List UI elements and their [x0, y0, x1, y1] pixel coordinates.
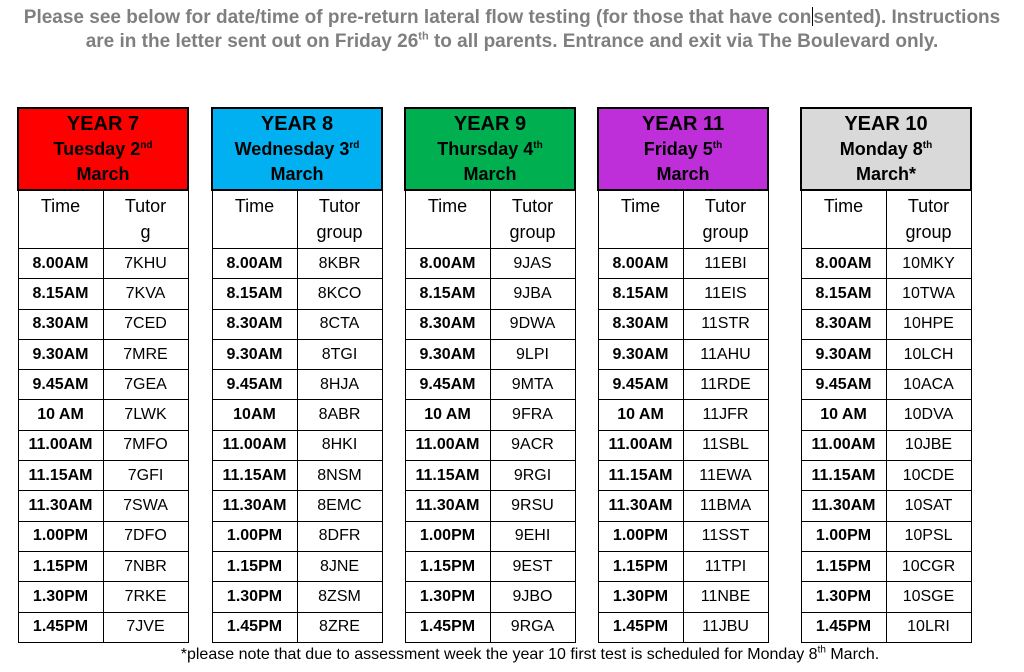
table-row [212, 279, 382, 309]
time-cell: 1.15PM [598, 551, 683, 581]
table-row [598, 279, 768, 309]
footnote-part-a: *please note that due to assessment week the year 10 first test is scheduled for Monday 8 [180, 646, 818, 663]
table-row [801, 612, 971, 642]
time-column-header: Time [598, 190, 683, 249]
tutor-group-cell: 9DWA [490, 309, 575, 339]
tutor-group-cell: 11SBL [683, 430, 768, 460]
year-table [597, 107, 769, 643]
table-row [405, 582, 575, 612]
tutor-group-cell: 7CED [103, 309, 188, 339]
time-cell: 1.15PM [405, 551, 490, 581]
time-cell: 9.30AM [18, 339, 103, 369]
time-cell: 11.15AM [801, 461, 886, 491]
tutor-group-cell: 7LWK [103, 400, 188, 430]
table-row [212, 521, 382, 551]
footnote [60, 646, 1000, 664]
time-cell: 9.45AM [212, 370, 297, 400]
table-row [801, 339, 971, 369]
table-row [405, 461, 575, 491]
tutor-group-cell: 11RDE [683, 370, 768, 400]
tutor-column-header [297, 190, 382, 249]
tutor-group-cell: 8TGI [297, 339, 382, 369]
tutor-label-line2: g [140, 222, 151, 242]
tutor-group-cell: 8HJA [297, 370, 382, 400]
footnote-superscript: th [817, 644, 826, 656]
tutor-group-cell: 10ACA [886, 370, 971, 400]
time-cell: 11.30AM [405, 491, 490, 521]
tutor-group-cell: 9EST [490, 551, 575, 581]
table-row [405, 309, 575, 339]
tutor-group-cell: 10DVA [886, 400, 971, 430]
table-row [598, 339, 768, 369]
tutor-group-cell: 10PSL [886, 521, 971, 551]
tutor-group-cell: 7KHU [103, 249, 188, 279]
table-row [598, 461, 768, 491]
table-row [801, 491, 971, 521]
table-row [405, 249, 575, 279]
tutor-group-cell: 9JAS [490, 249, 575, 279]
time-cell: 1.45PM [801, 612, 886, 642]
tutor-group-cell: 10MKY [886, 249, 971, 279]
time-cell: 8.15AM [598, 279, 683, 309]
table-row [801, 551, 971, 581]
tutor-group-cell: 7SWA [103, 491, 188, 521]
tutor-label-line2: group [905, 222, 952, 242]
tutor-group-cell: 9MTA [490, 370, 575, 400]
table-row [801, 430, 971, 460]
table-row [801, 461, 971, 491]
intro-superscript: th [418, 30, 429, 43]
year-table [404, 107, 576, 643]
tutor-group-cell: 7MRE [103, 339, 188, 369]
tutor-column-header [683, 190, 768, 249]
time-cell: 11.30AM [801, 491, 886, 521]
time-cell: 1.30PM [598, 582, 683, 612]
tutor-group-cell: 10JBE [886, 430, 971, 460]
tutor-group-cell: 11STR [683, 309, 768, 339]
time-cell: 8.15AM [18, 279, 103, 309]
tutor-group-cell: 8NSM [297, 461, 382, 491]
intro-text-part-c: to all parents. Entrance and exit via The Boulevard only. [428, 31, 939, 52]
time-cell: 8.00AM [598, 249, 683, 279]
year-table [800, 107, 972, 643]
table-row [598, 521, 768, 551]
table-row [18, 612, 188, 642]
time-cell: 1.00PM [18, 521, 103, 551]
year-day-superscript: rd [349, 139, 360, 151]
time-cell: 9.45AM [598, 370, 683, 400]
time-cell: 1.45PM [212, 612, 297, 642]
table-row [801, 370, 971, 400]
time-cell: 8.00AM [405, 249, 490, 279]
time-cell: 11.00AM [405, 430, 490, 460]
year-title: YEAR 8 [260, 112, 334, 135]
tutor-group-cell: 8ABR [297, 400, 382, 430]
time-cell: 11.00AM [18, 430, 103, 460]
time-cell: 1.30PM [801, 582, 886, 612]
time-cell: 9.45AM [801, 370, 886, 400]
tutor-group-cell: 9RGA [490, 612, 575, 642]
time-cell: 1.00PM [212, 521, 297, 551]
tutor-group-cell: 7JVE [103, 612, 188, 642]
tutor-group-cell: 8EMC [297, 491, 382, 521]
tutor-group-cell: 8KCO [297, 279, 382, 309]
table-row [18, 491, 188, 521]
tutor-group-cell: 11NBE [683, 582, 768, 612]
tutor-group-cell: 7KVA [103, 279, 188, 309]
table-row [212, 370, 382, 400]
time-cell: 1.30PM [212, 582, 297, 612]
table-row [405, 370, 575, 400]
tutor-group-cell: 11EBI [683, 249, 768, 279]
table-row [598, 370, 768, 400]
time-cell: 1.15PM [212, 551, 297, 581]
time-cell: 8.15AM [801, 279, 886, 309]
year-month: March [76, 163, 130, 184]
year-day-text: Tuesday 2 [53, 138, 141, 159]
tutor-group-cell: 9FRA [490, 400, 575, 430]
year-day-text: Thursday 4 [437, 138, 534, 159]
tutor-group-cell: 9JBA [490, 279, 575, 309]
table-row [212, 491, 382, 521]
tutor-group-cell: 10HPE [886, 309, 971, 339]
table-row [598, 551, 768, 581]
time-column-header: Time [18, 190, 103, 249]
table-row [598, 612, 768, 642]
time-cell: 11.30AM [212, 491, 297, 521]
time-cell: 9.30AM [598, 339, 683, 369]
tutor-group-cell: 10SGE [886, 582, 971, 612]
time-cell: 1.45PM [405, 612, 490, 642]
tutor-group-cell: 10SAT [886, 491, 971, 521]
tutor-group-cell: 11SST [683, 521, 768, 551]
tutor-column-header [886, 190, 971, 249]
year-month: March [270, 163, 324, 184]
time-cell: 11.30AM [18, 491, 103, 521]
year-day-superscript: th [712, 139, 723, 151]
tutor-group-cell: 8JNE [297, 551, 382, 581]
tutor-group-cell: 8DFR [297, 521, 382, 551]
time-cell: 11.15AM [212, 461, 297, 491]
time-cell: 10 AM [18, 400, 103, 430]
table-row [212, 249, 382, 279]
tutor-group-cell: 9EHI [490, 521, 575, 551]
year-title: YEAR 10 [844, 112, 928, 135]
table-row [18, 339, 188, 369]
table-row [405, 521, 575, 551]
tutor-group-cell: 11JFR [683, 400, 768, 430]
tutor-group-cell: 8ZRE [297, 612, 382, 642]
table-row [212, 461, 382, 491]
year-header [212, 108, 382, 190]
table-row [18, 430, 188, 460]
tutor-group-cell: 9LPI [490, 339, 575, 369]
table-row [405, 339, 575, 369]
year-title: YEAR 7 [66, 112, 140, 135]
tutor-label-line1: Tutor [704, 196, 747, 216]
tutor-group-cell: 8KBR [297, 249, 382, 279]
tutor-group-cell: 9JBO [490, 582, 575, 612]
intro-text-part-a: Please see below for date/time of pre-return lateral flow testing (for those that have con [23, 7, 812, 28]
table-row [212, 309, 382, 339]
year-day [406, 137, 574, 162]
tutor-label-line1: Tutor [124, 196, 167, 216]
tutor-group-cell: 10LCH [886, 339, 971, 369]
time-cell: 10 AM [598, 400, 683, 430]
time-cell: 1.15PM [18, 551, 103, 581]
time-cell: 8.30AM [18, 309, 103, 339]
tutor-group-cell: 9ACR [490, 430, 575, 460]
tutor-column-header [490, 190, 575, 249]
year-day [19, 137, 187, 162]
year-day-superscript: th [533, 139, 543, 151]
tutor-group-cell: 7NBR [103, 551, 188, 581]
time-column-header: Time [212, 190, 297, 249]
tutor-group-cell: 8HKI [297, 430, 382, 460]
table-row [801, 309, 971, 339]
tutor-label-line2: group [509, 222, 556, 242]
table-row [405, 279, 575, 309]
year-day [802, 137, 970, 162]
table-row [18, 551, 188, 581]
table-row [405, 551, 575, 581]
time-cell: 8.00AM [212, 249, 297, 279]
time-column-header: Time [405, 190, 490, 249]
time-column-header: Time [801, 190, 886, 249]
year-month: March* [855, 163, 917, 184]
year-day-superscript: th [922, 139, 933, 151]
year-day-text: Wednesday 3 [234, 138, 350, 159]
tutor-column-header [103, 190, 188, 249]
year-day [599, 137, 767, 162]
time-cell: 8.15AM [405, 279, 490, 309]
year-month: March [463, 163, 517, 184]
table-row [801, 249, 971, 279]
year-day-superscript: nd [140, 139, 153, 151]
time-cell: 1.00PM [801, 521, 886, 551]
time-cell: 9.30AM [801, 339, 886, 369]
tutor-label-line2: group [316, 222, 363, 242]
time-cell: 11.15AM [18, 461, 103, 491]
time-cell: 8.30AM [598, 309, 683, 339]
time-cell: 8.00AM [801, 249, 886, 279]
time-cell: 10 AM [801, 400, 886, 430]
table-row [18, 309, 188, 339]
tutor-group-cell: 7GEA [103, 370, 188, 400]
year-table [211, 107, 383, 643]
table-row [212, 430, 382, 460]
tutor-group-cell: 8CTA [297, 309, 382, 339]
tutor-group-cell: 8ZSM [297, 582, 382, 612]
year-title: YEAR 9 [453, 112, 527, 135]
tutor-group-cell: 10TWA [886, 279, 971, 309]
year-header [18, 108, 188, 190]
table-row [598, 249, 768, 279]
tutor-group-cell: 11AHU [683, 339, 768, 369]
tutor-group-cell: 10CGR [886, 551, 971, 581]
year-header [801, 108, 971, 190]
time-cell: 8.30AM [405, 309, 490, 339]
table-row [801, 279, 971, 309]
time-cell: 11.00AM [598, 430, 683, 460]
tutor-group-cell: 9RSU [490, 491, 575, 521]
time-cell: 8.15AM [212, 279, 297, 309]
tutor-label-line2: group [702, 222, 749, 242]
time-cell: 10AM [212, 400, 297, 430]
year-day-text: Friday 5 [643, 138, 713, 159]
table-row [18, 521, 188, 551]
time-cell: 8.30AM [212, 309, 297, 339]
time-cell: 11.30AM [598, 491, 683, 521]
time-cell: 9.30AM [212, 339, 297, 369]
time-cell: 11.15AM [405, 461, 490, 491]
table-row [212, 400, 382, 430]
time-cell: 9.45AM [405, 370, 490, 400]
footnote-part-b: March. [825, 646, 880, 663]
table-row [801, 400, 971, 430]
time-cell: 11.00AM [801, 430, 886, 460]
tutor-group-cell: 7RKE [103, 582, 188, 612]
table-row [212, 551, 382, 581]
table-row [405, 400, 575, 430]
time-cell: 9.30AM [405, 339, 490, 369]
time-cell: 11.00AM [212, 430, 297, 460]
tutor-group-cell: 9RGI [490, 461, 575, 491]
table-row [212, 612, 382, 642]
tutor-group-cell: 10LRI [886, 612, 971, 642]
table-row [212, 339, 382, 369]
table-row [405, 491, 575, 521]
tutor-group-cell: 11EWA [683, 461, 768, 491]
time-cell: 1.30PM [405, 582, 490, 612]
table-row [598, 582, 768, 612]
time-cell: 9.45AM [18, 370, 103, 400]
tutor-label-line1: Tutor [318, 196, 361, 216]
tutor-group-cell: 7MFO [103, 430, 188, 460]
table-row [598, 430, 768, 460]
year-title: YEAR 11 [641, 112, 725, 135]
table-row [18, 582, 188, 612]
table-row [18, 249, 188, 279]
table-row [18, 279, 188, 309]
time-cell: 1.15PM [801, 551, 886, 581]
table-row [801, 582, 971, 612]
table-row [598, 400, 768, 430]
time-cell: 11.15AM [598, 461, 683, 491]
tutor-label-line1: Tutor [907, 196, 950, 216]
year-day [213, 137, 381, 162]
tutor-group-cell: 11EIS [683, 279, 768, 309]
table-row [598, 309, 768, 339]
tutor-group-cell: 10CDE [886, 461, 971, 491]
year-header [598, 108, 768, 190]
table-row [18, 370, 188, 400]
table-row [18, 400, 188, 430]
year-table [17, 107, 189, 643]
table-row [405, 612, 575, 642]
tutor-group-cell: 11JBU [683, 612, 768, 642]
tutor-label-line1: Tutor [511, 196, 554, 216]
tutor-group-cell: 7DFO [103, 521, 188, 551]
intro-text-part-b: sented). Instructions are in the letter sent out on Friday 26 [85, 7, 1001, 52]
time-cell: 1.45PM [598, 612, 683, 642]
year-day-text: Monday 8 [839, 138, 923, 159]
table-row [212, 582, 382, 612]
time-cell: 1.00PM [598, 521, 683, 551]
time-cell: 10 AM [405, 400, 490, 430]
tutor-group-cell: 11TPI [683, 551, 768, 581]
time-cell: 8.30AM [801, 309, 886, 339]
table-row [18, 461, 188, 491]
time-cell: 8.00AM [18, 249, 103, 279]
table-row [405, 430, 575, 460]
year-month: March [656, 163, 710, 184]
tutor-group-cell: 11BMA [683, 491, 768, 521]
time-cell: 1.00PM [405, 521, 490, 551]
year-header [405, 108, 575, 190]
table-row [598, 491, 768, 521]
table-row [801, 521, 971, 551]
time-cell: 1.30PM [18, 582, 103, 612]
tutor-group-cell: 7GFI [103, 461, 188, 491]
time-cell: 1.45PM [18, 612, 103, 642]
